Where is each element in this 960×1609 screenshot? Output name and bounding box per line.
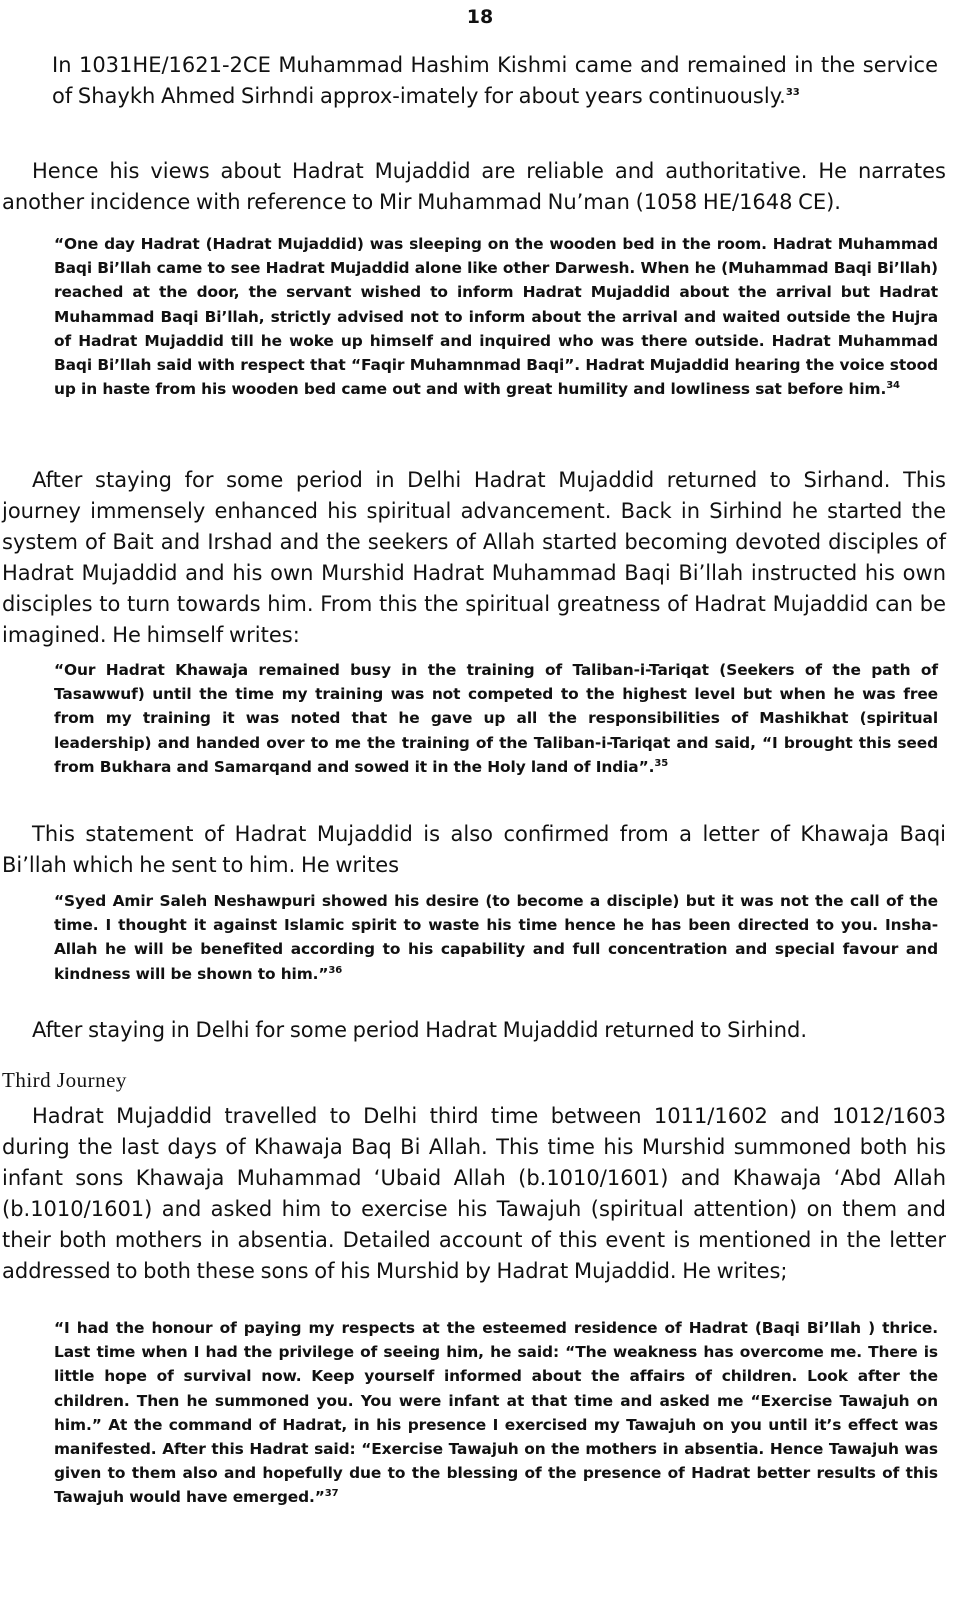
quote-honour-paying-respects (54, 1316, 938, 1510)
paragraph-text: Hadrat Mujaddid travelled to Delhi third time between 1011/1602 and 1012/1603 during the last days of Khawaja Baq Bi Allah. This time his Murshid summoned both his infant sons Khawaja Muhammad ‘Ubaid Allah (b.1010/1601) and Khawaja ‘Abd Allah (b.1010/1601) and asked him to exercise his Tawajuh (spiritual attention) on them and their both mothers in absentia. Detailed account of this event is mentioned in the letter addressed to both these sons of his Murshid by Hadrat Mujaddid. He writes; (2, 1104, 946, 1283)
paragraph-text: This statement of Hadrat Mujaddid is also confirmed from a letter of Khawaja Baqi Bi’llah which he sent to him. He writes (2, 822, 946, 877)
footnote-ref-36: 36 (328, 964, 343, 976)
quote-syed-amir-saleh (54, 889, 938, 986)
section-heading-third-journey: Third Journey (2, 1068, 127, 1092)
paragraph-text: After staying in Delhi for some period Hadrat Mujaddid returned to Sirhind. (32, 1018, 808, 1042)
paragraph-text: Hence his views about Hadrat Mujaddid are reliable and authoritative. He narrates another incidence with reference to Mir Muhammad Nu’man (1058 HE/1648 CE). (2, 159, 946, 214)
paragraph-third-journey (2, 1101, 946, 1287)
footnote-ref-33: 33 (785, 87, 800, 98)
footnote-ref-35: 35 (654, 757, 669, 769)
paragraph-letter-confirmation (2, 819, 946, 881)
footnote-ref-34: 34 (886, 380, 900, 392)
quote-khawaja-training (54, 658, 938, 779)
quote-text: “I had the honour of paying my respects at the esteemed residence of Hadrat (Baqi Bi’llah ) thrice. Last time when I had the privilege of seeing him, he said: “The weakness has overcome me. There is little hope of survival now. Keep yourself informed about the affairs of children. Look after the children. Then he summoned you. You were infant at that time and asked me “Exercise Tawajuh on him.” At the command of Hadrat, in his presence I exercised my Tawajuh on you until it’s effect was manifested. After this Hadrat said: “Exercise Tawajuh on the mothers in absentia. Hence Tawajuh was given to them also and hopefully due to the blessing of the presence of Hadrat better results of this Tawajuh would have emerged.” (54, 1319, 938, 1507)
paragraph-return-sirhand (2, 465, 946, 651)
quote-text: “Our Hadrat Khawaja remained busy in the training of Taliban-i-Tariqat (Seekers of the path of Tasawwuf) until the time my training was not competed to the highest level but when he was free from my training it was noted that he gave up all the responsibilities of Mashikhat (spiritual leadership) and handed over to me the training of the Taliban-i-Tariqat and said, “I brought this seed from Bukhara and Samarqand and sowed it in the Holy land of India”. (54, 661, 938, 776)
footnote-ref-37: 37 (324, 1488, 339, 1500)
quote-wooden-bed (54, 232, 938, 401)
page-number: 18 (466, 6, 494, 28)
quote-text: “One day Hadrat (Hadrat Mujaddid) was sleeping on the wooden bed in the room. Hadrat Muhammad Baqi Bi’llah came to see Hadrat Mujaddid alone like other Darwesh. When he (Muhammad Baqi Bi’llah) reached at the door, the servant wished to inform Hadrat Mujaddid about the arrival but Hadrat Muhammad Baqi Bi’llah, strictly advised not to inform about the arrival and waited outside the Hujra of Hadrat Mujaddid till he woke up himself and inquired who was there outside. Hadrat Muhammad Baqi Bi’llah said with respect that “Faqir Muhamnmad Baqi”. Hadrat Mujaddid hearing the voice stood up in haste from his wooden bed came out and with great humility and lowliness sat before him. (54, 235, 938, 399)
paragraph-views (2, 156, 946, 218)
paragraph-return-sirhind (2, 1015, 946, 1046)
quote-text: “Syed Amir Saleh Neshawpuri showed his desire (to become a disciple) but it was not the call of the time. I thought it against Islamic spirit to waste his time hence he has been directed to you. Insha-Allah he will be benefited according to his capability and full concentration and special favour and kindness will be shown to him.” (54, 892, 938, 983)
paragraph-text: After staying for some period in Delhi Hadrat Mujaddid returned to Sirhand. This journey immensely enhanced his spiritual advancement. Back in Sirhind he started the system of Bait and Irshad and the seekers of Allah started becoming devoted disciples of Hadrat Mujaddid and his own Murshid Hadrat Muhammad Baqi Bi’llah instructed his own disciples to turn towards him. From this the spiritual greatness of Hadrat Mujaddid can be imagined. He himself writes: (2, 468, 946, 647)
paragraph-hashim-kishmi (52, 50, 938, 112)
paragraph-text: In 1031HE/1621-2CE Muhammad Hashim Kishmi came and remained in the service of Shaykh Ahmed Sirhndi approx-imately for about years continuously. (52, 53, 938, 108)
